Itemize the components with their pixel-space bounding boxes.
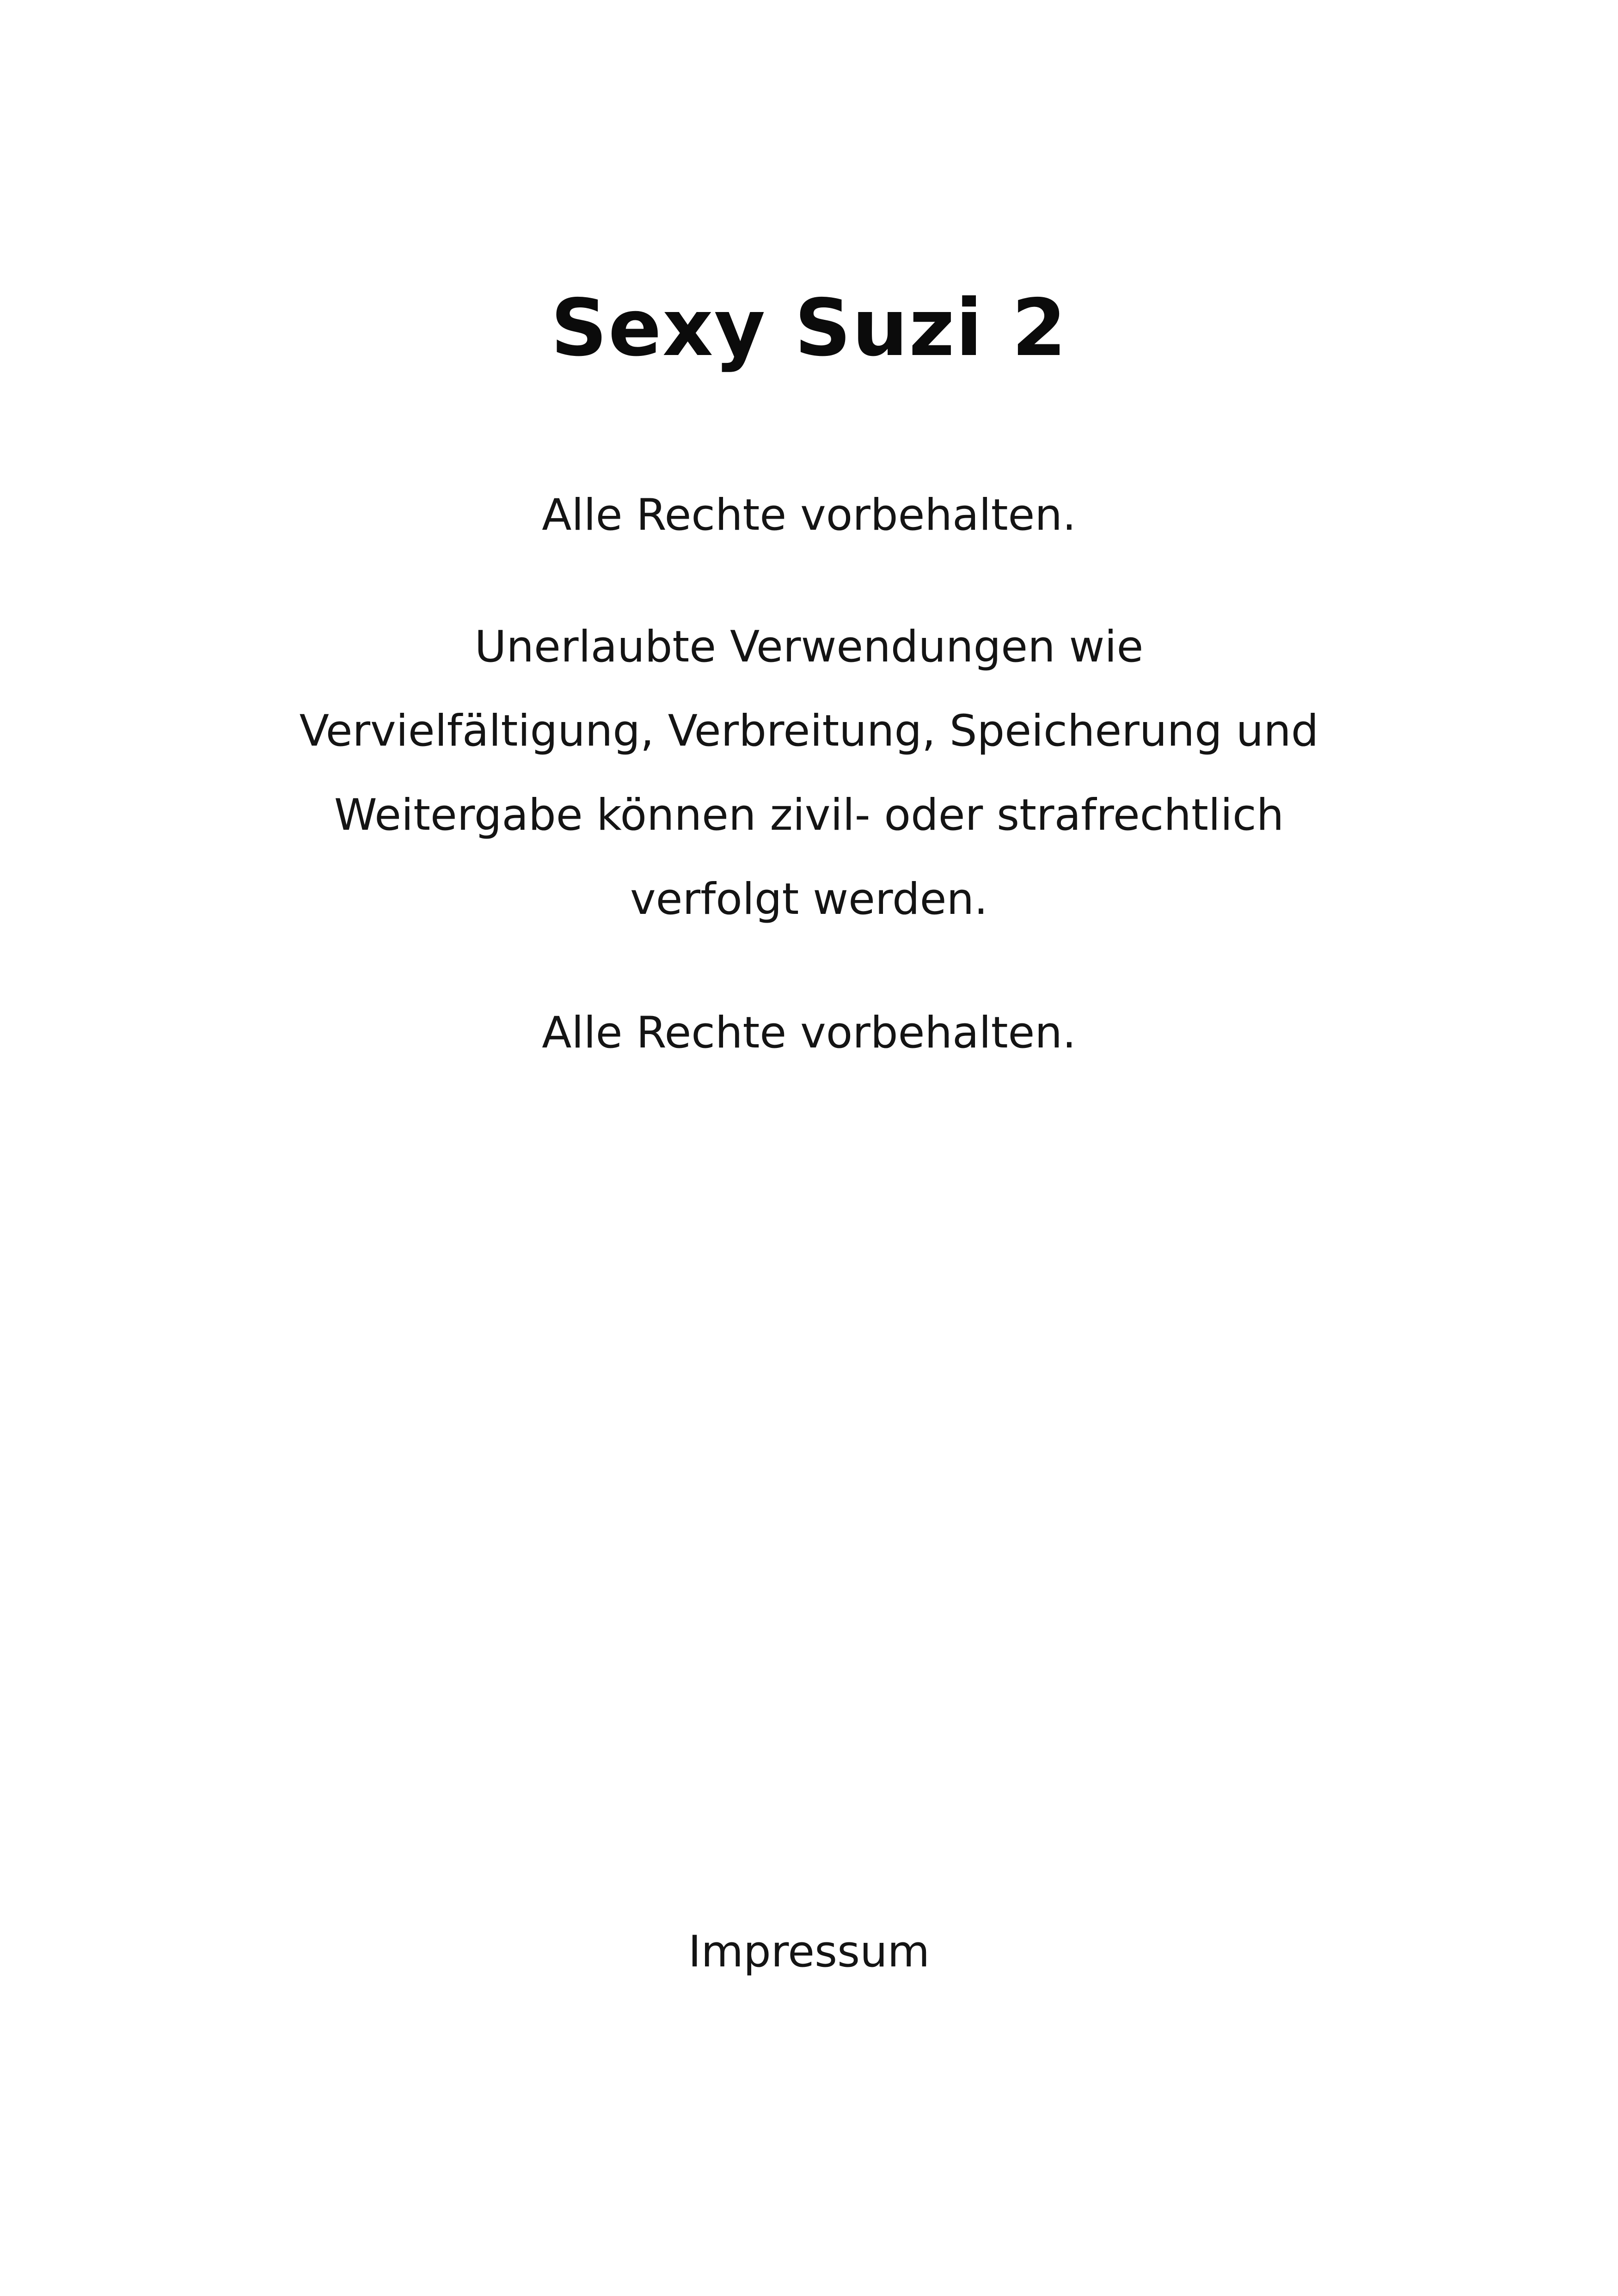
usage-notice-line: verfolgt werden. (630, 874, 988, 925)
usage-notice-line: Unerlaubte Verwendungen wie (474, 622, 1144, 672)
rights-notice-top: Alle Rechte vorbehalten. (542, 490, 1076, 540)
impressum-label: Impressum (688, 1927, 930, 1977)
rights-notice-bottom: Alle Rechte vorbehalten. (542, 1008, 1076, 1058)
usage-notice-line: Vervielfältigung, Verbreitung, Speicherung und (299, 706, 1319, 756)
usage-notice-line: Weitergabe können zivil- oder strafrechtlich (334, 790, 1284, 840)
book-title: Sexy Suzi 2 (551, 282, 1067, 374)
